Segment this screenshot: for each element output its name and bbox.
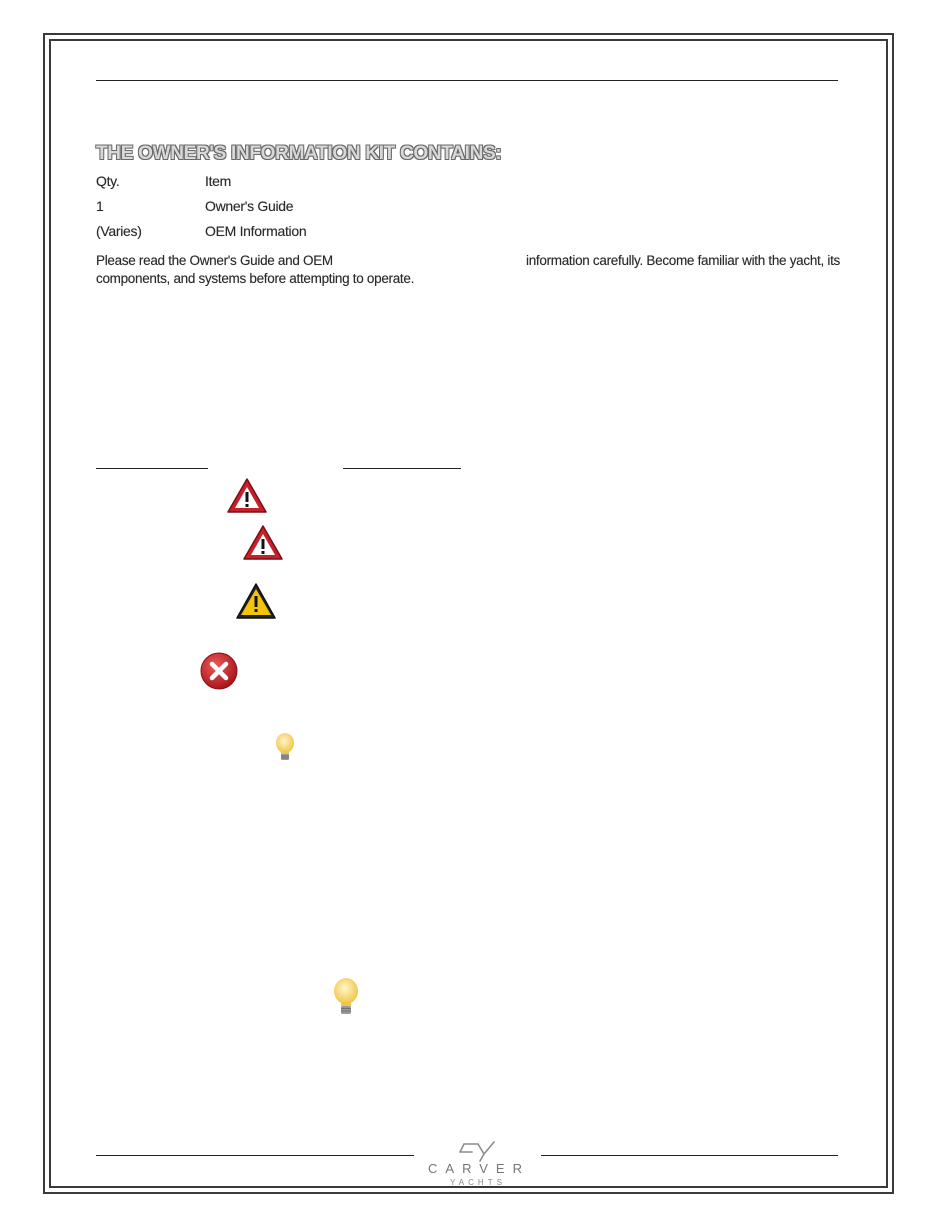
kit-note-line1-end: information carefully. Become familiar with the yacht, its [526, 253, 840, 268]
carver-logo [418, 1138, 534, 1188]
underline-right [343, 468, 461, 469]
footer-rule-left [96, 1155, 414, 1156]
kit-note-line1-start: Please read the Owner's Guide and OEM [96, 253, 333, 268]
carver-brand: CARVER [428, 1161, 530, 1176]
column-header-item: Item [205, 173, 232, 189]
carver-sub: YACHTS [450, 1178, 506, 1187]
carver-mark-icon [458, 1140, 498, 1162]
note-lightbulb-icon [331, 976, 361, 1016]
row-1-item: Owner's Guide [205, 198, 294, 214]
caution-triangle-icon [235, 582, 277, 620]
page-border-inner [49, 39, 888, 1188]
row-2-qty: (Varies) [96, 223, 142, 239]
column-header-qty: Qty. [96, 173, 120, 189]
kit-heading: THE OWNER'S INFORMATION KIT CONTAINS: [96, 143, 502, 164]
underline-left [96, 468, 208, 469]
footer-rule-right [541, 1155, 838, 1156]
header-rule [96, 80, 838, 81]
danger-triangle-icon [226, 477, 268, 514]
prohibited-x-icon [199, 651, 239, 691]
row-1-qty: 1 [96, 198, 104, 214]
tip-lightbulb-icon [273, 732, 297, 762]
kit-note-line2: components, and systems before attempting to operate. [96, 271, 415, 286]
row-2-item: OEM Information [205, 223, 307, 239]
warning-triangle-icon [242, 524, 284, 561]
